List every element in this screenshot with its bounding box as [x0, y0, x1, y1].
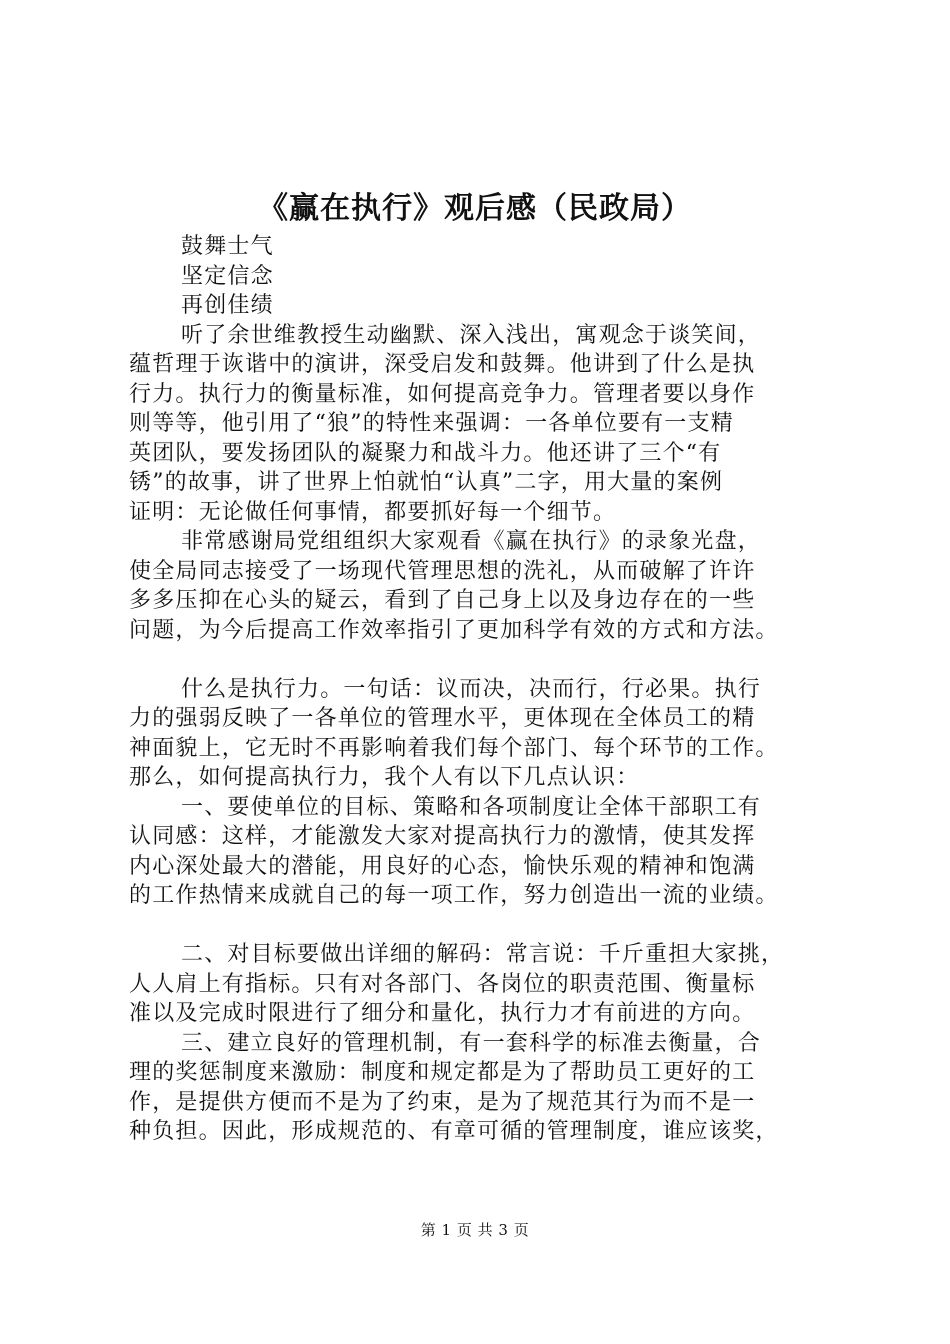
text-line: 三、建立良好的管理机制，有一套科学的标准去衡量，合 [181, 1030, 762, 1056]
text-line: 准以及完成时限进行了细分和量化，执行力才有前进的方向。 [129, 1001, 756, 1026]
text-line: 认同感：这样，才能激发大家对提高执行力的激情，使其发挥 [129, 824, 756, 849]
text-line: 人人肩上有指标。只有对各部门、各岗位的职责范围、衡量标 [129, 971, 756, 997]
text-line: 行力。执行力的衡量标准，如何提高竞争力。管理者要以身作 [129, 381, 756, 407]
text-line: 听了余世维教授生动幽默、深入浅出，寓观念于谈笑间， [181, 322, 762, 348]
text-line: 二、对目标要做出详细的解码：常言说：千斤重担大家挑， [181, 942, 785, 967]
text-line: 蕴哲理于诙谐中的演讲，深受启发和鼓舞。他讲到了什么是执 [129, 352, 756, 377]
text-line: 一、要使单位的目标、策略和各项制度让全体干部职工有 [181, 794, 762, 820]
text-line: 内心深处最大的潜能，用良好的心态，愉快乐观的精神和饱满 [129, 853, 756, 879]
text-line: 锈”的故事，讲了世界上怕就怕“认真”二字，用大量的案例 [129, 470, 724, 495]
text-line: 神面貌上，它无时不再影响着我们每个部门、每个环节的工作。 [129, 735, 779, 761]
text-line: 使全局同志接受了一场现代管理思想的洗礼，从而破解了许许 [129, 558, 756, 584]
text-line: 种负担。因此，形成规范的、有章可循的管理制度，谁应该奖， [129, 1119, 779, 1144]
document-body [129, 232, 849, 1147]
text-line: 作，是提供方便而不是为了约束，是为了规范其行为而不是一 [129, 1089, 756, 1115]
text-line: 再创佳绩 [181, 293, 274, 318]
blank-line [129, 645, 849, 675]
text-line: 坚定信念 [181, 263, 274, 289]
blank-line [129, 911, 849, 941]
text-line: 那么，如何提高执行力，我个人有以下几点认识： [129, 765, 640, 790]
text-line: 则等等，他引用了“狼”的特性来强调：一各单位要有一支精 [129, 411, 734, 436]
text-line: 理的奖惩制度来激励：制度和规定都是为了帮助员工更好的工 [129, 1060, 756, 1085]
text-line: 多多压抑在心头的疑云，看到了自己身上以及身边存在的一些 [129, 588, 756, 613]
text-line: 非常感谢局党组组织大家观看《赢在执行》的录象光盘， [181, 529, 762, 554]
text-line: 的工作热情来成就自己的每一项工作，努力创造出一流的业绩。 [129, 883, 779, 908]
page-footer: 第 1 页 共 3 页 [420, 1221, 530, 1239]
text-line: 什么是执行力。一句话：议而决，决而行，行必果。执行 [181, 676, 762, 702]
text-line: 证明：无论做任何事情，都要抓好每一个细节。 [129, 499, 617, 525]
text-line: 鼓舞士气 [181, 234, 274, 259]
text-line: 英团队，要发扬团队的凝聚力和战斗力。他还讲了三个“有 [129, 440, 722, 466]
text-line: 问题，为今后提高工作效率指引了更加科学有效的方式和方法。 [129, 617, 779, 643]
document-title: 《赢在执行》观后感（民政局） [258, 191, 692, 226]
text-line: 力的强弱反映了一各单位的管理水平，更体现在全体员工的精 [129, 706, 756, 731]
